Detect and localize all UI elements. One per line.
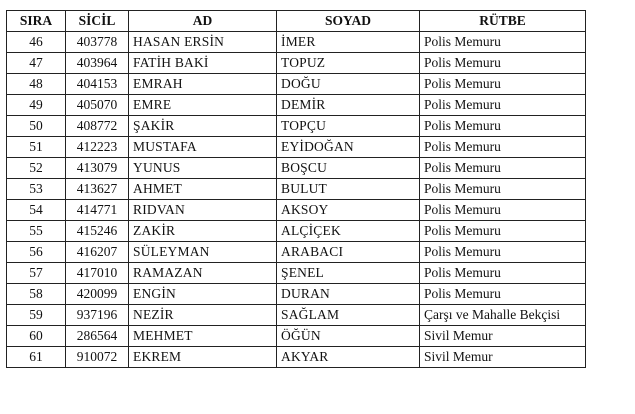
table-row <box>7 284 586 305</box>
cell-rutbe: Polis Memuru <box>420 116 586 137</box>
cell-sira: 61 <box>7 347 66 368</box>
cell-ad: MEHMET <box>129 326 277 347</box>
table-row <box>7 95 586 116</box>
cell-sicil: 910072 <box>66 347 129 368</box>
cell-rutbe: Polis Memuru <box>420 158 586 179</box>
cell-soyad: İMER <box>277 32 420 53</box>
header-ad: AD <box>129 11 277 32</box>
cell-rutbe: Polis Memuru <box>420 221 586 242</box>
cell-soyad: ARABACI <box>277 242 420 263</box>
table-row <box>7 32 586 53</box>
header-sira: SIRA <box>7 11 66 32</box>
cell-soyad: DOĞU <box>277 74 420 95</box>
cell-ad: RIDVAN <box>129 200 277 221</box>
cell-soyad: AKSOY <box>277 200 420 221</box>
cell-sicil: 403778 <box>66 32 129 53</box>
cell-rutbe: Polis Memuru <box>420 95 586 116</box>
table-body <box>7 32 586 368</box>
cell-sicil: 408772 <box>66 116 129 137</box>
cell-sira: 60 <box>7 326 66 347</box>
cell-rutbe: Polis Memuru <box>420 263 586 284</box>
cell-sira: 57 <box>7 263 66 284</box>
cell-rutbe: Polis Memuru <box>420 32 586 53</box>
cell-sicil: 286564 <box>66 326 129 347</box>
cell-sicil: 413079 <box>66 158 129 179</box>
cell-rutbe: Polis Memuru <box>420 53 586 74</box>
cell-soyad: BOŞCU <box>277 158 420 179</box>
personnel-list-sheet <box>6 10 586 368</box>
table-row <box>7 305 586 326</box>
cell-soyad: SAĞLAM <box>277 305 420 326</box>
cell-ad: SÜLEYMAN <box>129 242 277 263</box>
table-row <box>7 221 586 242</box>
cell-ad: EMRE <box>129 95 277 116</box>
cell-soyad: AKYAR <box>277 347 420 368</box>
cell-soyad: EYİDOĞAN <box>277 137 420 158</box>
cell-soyad: TOPUZ <box>277 53 420 74</box>
cell-ad: NEZİR <box>129 305 277 326</box>
cell-rutbe: Polis Memuru <box>420 74 586 95</box>
cell-ad: RAMAZAN <box>129 263 277 284</box>
cell-rutbe: Polis Memuru <box>420 284 586 305</box>
cell-rutbe: Polis Memuru <box>420 137 586 158</box>
cell-soyad: DURAN <box>277 284 420 305</box>
cell-ad: FATİH BAKİ <box>129 53 277 74</box>
cell-sira: 54 <box>7 200 66 221</box>
cell-ad: ŞAKİR <box>129 116 277 137</box>
table-row <box>7 263 586 284</box>
cell-rutbe: Polis Memuru <box>420 179 586 200</box>
cell-rutbe: Polis Memuru <box>420 242 586 263</box>
cell-sicil: 413627 <box>66 179 129 200</box>
cell-sicil: 420099 <box>66 284 129 305</box>
cell-ad: MUSTAFA <box>129 137 277 158</box>
table-row <box>7 116 586 137</box>
cell-sicil: 412223 <box>66 137 129 158</box>
cell-sira: 49 <box>7 95 66 116</box>
table-row <box>7 74 586 95</box>
cell-sira: 47 <box>7 53 66 74</box>
cell-sicil: 416207 <box>66 242 129 263</box>
cell-sira: 50 <box>7 116 66 137</box>
table-row <box>7 326 586 347</box>
cell-soyad: BULUT <box>277 179 420 200</box>
table-row <box>7 242 586 263</box>
cell-sicil: 405070 <box>66 95 129 116</box>
cell-sira: 56 <box>7 242 66 263</box>
cell-soyad: ÖĞÜN <box>277 326 420 347</box>
cell-sira: 48 <box>7 74 66 95</box>
cell-sira: 46 <box>7 32 66 53</box>
table-row <box>7 179 586 200</box>
cell-sicil: 937196 <box>66 305 129 326</box>
cell-rutbe: Polis Memuru <box>420 200 586 221</box>
cell-rutbe: Sivil Memur <box>420 347 586 368</box>
cell-sicil: 415246 <box>66 221 129 242</box>
cell-soyad: ALÇİÇEK <box>277 221 420 242</box>
table-row <box>7 53 586 74</box>
cell-ad: EKREM <box>129 347 277 368</box>
table-row <box>7 137 586 158</box>
cell-ad: HASAN ERSİN <box>129 32 277 53</box>
table-row <box>7 158 586 179</box>
cell-sicil: 417010 <box>66 263 129 284</box>
cell-ad: ZAKİR <box>129 221 277 242</box>
cell-soyad: ŞENEL <box>277 263 420 284</box>
header-row <box>7 11 586 32</box>
cell-sira: 59 <box>7 305 66 326</box>
cell-ad: EMRAH <box>129 74 277 95</box>
cell-soyad: TOPÇU <box>277 116 420 137</box>
header-rutbe: RÜTBE <box>420 11 586 32</box>
cell-ad: AHMET <box>129 179 277 200</box>
cell-sira: 58 <box>7 284 66 305</box>
cell-sira: 53 <box>7 179 66 200</box>
cell-sicil: 403964 <box>66 53 129 74</box>
header-soyad: SOYAD <box>277 11 420 32</box>
personnel-table <box>6 10 586 368</box>
cell-sicil: 414771 <box>66 200 129 221</box>
header-sicil: SİCİL <box>66 11 129 32</box>
cell-sicil: 404153 <box>66 74 129 95</box>
cell-ad: ENGİN <box>129 284 277 305</box>
cell-sira: 52 <box>7 158 66 179</box>
cell-ad: YUNUS <box>129 158 277 179</box>
cell-sira: 55 <box>7 221 66 242</box>
table-row <box>7 347 586 368</box>
table-row <box>7 200 586 221</box>
cell-soyad: DEMİR <box>277 95 420 116</box>
cell-rutbe: Çarşı ve Mahalle Bekçisi <box>420 305 586 326</box>
cell-sira: 51 <box>7 137 66 158</box>
cell-rutbe: Sivil Memur <box>420 326 586 347</box>
